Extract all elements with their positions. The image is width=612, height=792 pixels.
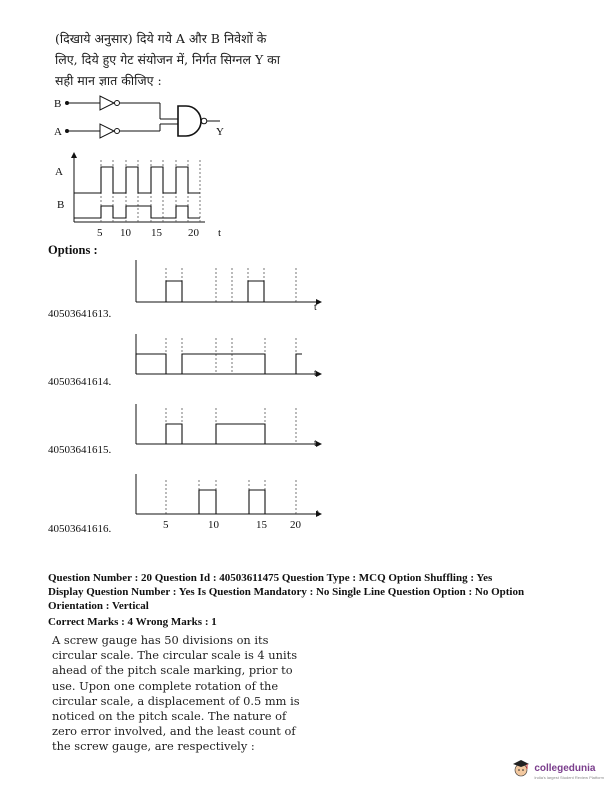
question-line: (दिखाये अनुसार) दिये गये A और B निवेशों के: [55, 31, 267, 46]
axis-label-t: t: [314, 368, 317, 379]
not-gate: [100, 96, 114, 110]
question-line: सही मान ज्ञात कीजिए :: [55, 73, 162, 88]
question-hindi: [55, 28, 315, 91]
brand-name: collegedunia: [534, 763, 596, 774]
option-waveform-1[interactable]: [120, 258, 330, 313]
signal-y: [136, 424, 296, 444]
input-waveform: [45, 150, 245, 240]
not-gate: [100, 124, 114, 138]
signal-y: [136, 490, 296, 514]
screw-gauge-question: [52, 633, 300, 755]
tick-label: 10: [120, 227, 131, 239]
waveform-label-a: A: [55, 166, 63, 178]
logic-circuit: [48, 92, 248, 152]
and-gate: [178, 106, 201, 136]
tick-label: 10: [208, 519, 219, 531]
tick-label: 15: [256, 519, 267, 531]
option-id[interactable]: 40503641613.: [48, 308, 112, 320]
question-line: circular scale, a displacement of 0.5 mm is: [52, 693, 300, 708]
signal-b: [74, 206, 200, 218]
question-line: noticed on the pitch scale. The nature of: [52, 709, 287, 724]
option-waveform-3[interactable]: [120, 400, 330, 452]
tick-label: 20: [188, 227, 199, 239]
signal-y: [136, 354, 302, 374]
option-id[interactable]: 40503641615.: [48, 444, 112, 456]
option-id[interactable]: 40503641616.: [48, 523, 112, 535]
question-line: use. Upon one complete rotation of the: [52, 678, 279, 693]
meta-line: Display Question Number : Yes Is Question Mandatory : No Single Line Question Option : No Option: [48, 586, 525, 598]
option-waveform-4[interactable]: [120, 472, 330, 534]
marks-info: Correct Marks : 4 Wrong Marks : 1: [48, 616, 217, 628]
graduate-avatar-icon: [511, 758, 531, 778]
question-line: zero error involved, and the least count of: [52, 724, 296, 739]
question-line: A screw gauge has 50 divisions on its: [52, 633, 269, 647]
tick-label: 20: [290, 519, 301, 531]
option-waveform-2[interactable]: [120, 330, 330, 382]
signal-a: [74, 167, 200, 193]
axis-label-t: t: [314, 438, 317, 449]
question-meta: [48, 571, 588, 613]
brand-watermark: [511, 756, 604, 780]
options-heading: Options :: [48, 243, 98, 257]
question-line: the screw gauge, are respectively :: [52, 739, 255, 754]
tick-label: 5: [97, 227, 103, 239]
meta-line: Question Number : 20 Question Id : 40503611475 Question Type : MCQ Option Shuffling : Yes: [48, 572, 493, 584]
circuit-input-a: A: [54, 126, 62, 138]
question-line: लिए, दिये हुए गेट संयोजन में, निर्गत सिग्नल Y का: [55, 52, 281, 67]
axis-label-t: t: [218, 227, 222, 239]
circuit-input-b: B: [54, 98, 62, 110]
tick-label: 15: [151, 227, 162, 239]
question-line: circular scale. The circular scale is 4 units: [52, 648, 298, 663]
meta-line: Orientation : Vertical: [48, 600, 149, 612]
brand-tagline: India's largest Student Review Platform: [534, 775, 604, 780]
tick-label: 5: [163, 519, 169, 531]
option-id[interactable]: 40503641614.: [48, 376, 112, 388]
circuit-output-y: Y: [216, 126, 224, 138]
waveform-label-b: B: [57, 199, 65, 211]
axis-label-t: t: [316, 508, 319, 519]
question-line: ahead of the pitch scale marking, prior to: [52, 663, 293, 678]
axis-label-t: t: [314, 302, 317, 313]
